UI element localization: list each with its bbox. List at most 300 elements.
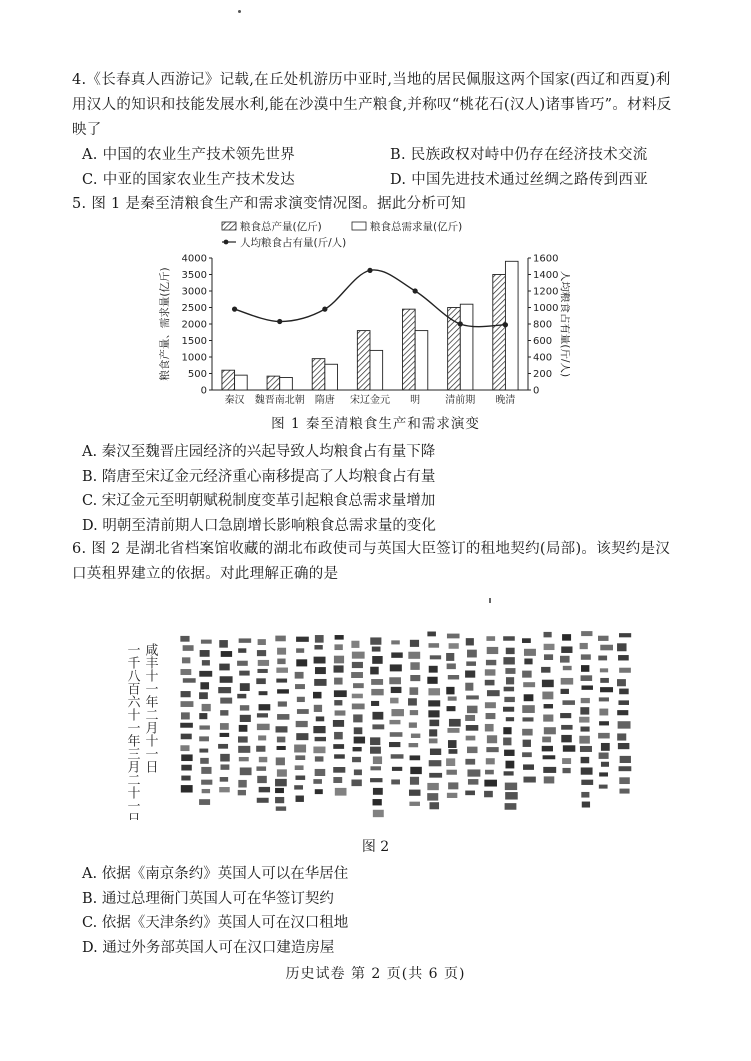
handwriting-stroke (561, 725, 572, 730)
handwriting-stroke (467, 747, 478, 753)
handwriting-stroke (256, 766, 266, 770)
handwriting-stroke (220, 698, 232, 704)
handwriting-stroke (428, 643, 439, 648)
handwriting-stroke (181, 785, 193, 792)
handwriting-stroke (487, 690, 500, 696)
handwriting-stroke (466, 725, 479, 731)
handwriting-stroke (599, 721, 609, 725)
chart-left-tick-label: 2500 (181, 303, 207, 314)
line-point-per-capita (413, 288, 418, 293)
handwriting-stroke (580, 727, 589, 732)
handwriting-stroke (618, 721, 631, 728)
handwriting-stroke (581, 698, 590, 703)
handwriting-stroke (277, 769, 287, 776)
q5-option-a: A. 秦汉至魏晋庄园经济的兴起导致人均粮食占有量下降 (82, 444, 436, 460)
handwriting-stroke (543, 767, 556, 773)
handwriting-stroke (543, 715, 553, 722)
handwriting-stroke (314, 645, 322, 649)
bar-demand (280, 377, 293, 390)
handwriting-stroke (466, 695, 479, 699)
handwriting-stroke (449, 719, 461, 727)
handwriting-stroke (429, 773, 442, 778)
handwriting-stroke (180, 723, 193, 728)
handwriting-stroke (561, 646, 572, 652)
handwriting-stroke (370, 778, 382, 782)
handwriting-stroke (297, 709, 309, 714)
handwriting-stroke (202, 704, 211, 711)
handwriting-stroke (353, 683, 364, 688)
handwriting-stroke (296, 648, 304, 653)
handwriting-stroke (294, 785, 303, 789)
handwriting-stroke (221, 651, 232, 657)
handwriting-stroke (429, 738, 438, 743)
handwriting-stroke (372, 712, 383, 720)
handwriting-stroke (240, 683, 250, 691)
handwriting-stroke (447, 634, 460, 639)
handwriting-stroke (372, 647, 381, 652)
handwriting-stroke (599, 752, 609, 758)
figure-2-caption: 图 2 (361, 839, 390, 855)
handwriting-stroke (524, 659, 532, 665)
handwriting-stroke (580, 746, 592, 752)
chart-x-tick-label: 魏晋南北朝 (254, 395, 305, 406)
handwriting-stroke (466, 661, 476, 665)
handwriting-stroke (449, 749, 458, 754)
handwriting-stroke (427, 677, 437, 684)
handwriting-stroke (503, 657, 514, 664)
handwriting-stroke (219, 640, 228, 648)
handwriting-stroke (581, 685, 592, 689)
handwriting-stroke (277, 737, 285, 743)
handwriting-stroke (619, 633, 631, 637)
handwriting-stroke (429, 760, 442, 766)
chart-left-tick-label: 1000 (181, 352, 207, 364)
handwriting-stroke (427, 632, 436, 637)
handwriting-stroke (447, 793, 457, 798)
handwriting-stroke (333, 744, 344, 749)
handwriting-stroke (542, 692, 553, 700)
bar-production (403, 309, 416, 390)
q5-option-b: B. 隋唐至宋辽金元经济重心南移提高了人均粮食占有量 (82, 468, 436, 485)
handwriting-stroke (259, 704, 271, 710)
handwriting-stroke (581, 665, 589, 672)
handwriting-stroke (523, 682, 535, 687)
chart-x-tick-label: 秦汉 (224, 395, 245, 406)
handwriting-stroke (220, 723, 229, 730)
handwriting-stroke (256, 678, 266, 684)
line-point-per-capita (232, 307, 237, 312)
handwriting-stroke (277, 689, 289, 693)
handwriting-stroke (240, 715, 251, 722)
handwriting-stroke (314, 657, 326, 664)
page-footer: 历史试卷 第 2 页(共 6 页) (285, 966, 466, 982)
handwriting-stroke (410, 640, 419, 647)
handwriting-stroke (372, 656, 382, 664)
handwriting-stroke (410, 767, 422, 774)
bar-production (312, 359, 325, 390)
handwriting-stroke (560, 656, 570, 663)
handwriting-stroke (354, 737, 365, 744)
handwriting-stroke (410, 675, 420, 681)
legend-label-production: 粮食总产量(亿斤) (240, 221, 322, 233)
handwriting-stroke (352, 652, 365, 659)
handwriting-stroke (389, 677, 401, 684)
chart-left-tick-label: 1500 (181, 336, 207, 347)
handwriting-stroke (181, 754, 192, 761)
handwriting-stroke (239, 725, 248, 732)
contract-handwriting-svg (118, 625, 638, 820)
handwriting-stroke (503, 636, 515, 640)
handwriting-stroke (411, 734, 420, 738)
handwriting-stroke (351, 641, 359, 648)
handwriting-stroke (522, 729, 532, 736)
handwriting-stroke (354, 727, 363, 734)
handwriting-stroke (617, 643, 626, 651)
q4-option-b: B. 民族政权对峙中仍存在经济技术交流 (390, 147, 648, 163)
q6-option-b: B. 通过总理衙门英国人可在华签订契约 (82, 890, 334, 907)
handwriting-stroke (446, 653, 454, 661)
handwriting-stroke (258, 660, 269, 666)
bar-demand (325, 364, 338, 390)
question-6-options (82, 862, 682, 960)
handwriting-stroke (334, 644, 342, 650)
handwriting-stroke (503, 707, 514, 712)
handwriting-stroke (277, 659, 285, 665)
handwriting-stroke (296, 721, 308, 727)
handwriting-stroke (467, 706, 478, 714)
handwriting-stroke (373, 788, 383, 795)
handwriting-stroke (351, 780, 361, 787)
handwriting-stroke (391, 652, 402, 657)
scan-speck-2 (489, 598, 491, 603)
handwriting-stroke (619, 689, 629, 695)
question-5 (72, 192, 682, 217)
handwriting-stroke (181, 734, 192, 740)
handwriting-stroke (295, 776, 305, 780)
q4-option-d: D. 中国先进技术通过丝绸之路传到西亚 (390, 172, 649, 188)
question-5-stem: 5. 图 1 是秦至清粮食生产和需求演变情况图。据此分析可知 (72, 196, 466, 212)
handwriting-stroke (427, 783, 438, 790)
handwriting-stroke (237, 661, 248, 666)
handwriting-stroke (409, 802, 420, 806)
handwriting-stroke (428, 710, 439, 717)
handwriting-stroke (257, 650, 266, 656)
handwriting-stroke (446, 770, 456, 775)
handwriting-stroke (181, 691, 191, 697)
handwriting-stroke (391, 754, 404, 758)
handwriting-stroke (315, 769, 326, 776)
handwriting-stroke (201, 780, 212, 785)
handwriting-stroke (335, 635, 344, 640)
q4-option-c: C. 中亚的国家农业生产技术发达 (82, 172, 296, 188)
handwriting-stroke (410, 755, 421, 760)
handwriting-stroke (581, 675, 593, 681)
chart-y2-axis-label: 人均粮食占有量(斤/人) (559, 270, 570, 378)
handwriting-stroke (447, 663, 456, 669)
handwriting-stroke (333, 767, 345, 773)
handwriting-stroke (181, 776, 190, 781)
handwriting-stroke (599, 697, 609, 701)
handwriting-stroke (296, 637, 309, 642)
handwriting-stroke (506, 648, 515, 654)
handwriting-stroke (183, 678, 196, 682)
q5-option-c: C. 宋辽金元至明朝赋税制度变革引起粮食总需求量增加 (82, 493, 436, 509)
handwriting-stroke (335, 788, 347, 796)
chart-right-tick-label: 800 (533, 319, 553, 331)
handwriting-stroke (485, 669, 496, 675)
line-point-per-capita (322, 307, 327, 312)
handwriting-stroke (484, 780, 497, 787)
handwriting-stroke (466, 638, 474, 645)
legend-label-demand: 粮食总需求量(亿斤) (370, 221, 463, 233)
chart-x-tick-label: 宋辽金元 (350, 395, 390, 406)
handwriting-stroke (561, 678, 573, 685)
handwriting-stroke (295, 684, 305, 689)
handwriting-stroke (181, 765, 191, 771)
handwriting-stroke (446, 687, 454, 695)
handwriting-stroke (429, 666, 438, 673)
handwriting-stroke (427, 793, 438, 800)
handwriting-stroke (389, 742, 400, 747)
handwriting-stroke (334, 678, 342, 685)
handwriting-stroke (353, 714, 362, 722)
handwriting-stroke (522, 671, 532, 678)
question-4-stem: 4.《长春真人西游记》记载,在丘处机游历中亚时,当地的居民佩服这两个国家(西辽和西夏)利用汉人的知识和技能发展水利,能在沙漠中生产粮食,并称叹“桃花石(汉人)诸事皆巧”。材料反映了 (72, 72, 672, 138)
handwriting-stroke (276, 757, 285, 765)
question-6-stem: 6. 图 2 是湖北省档案馆收藏的湖北布政使司与英国大臣签订的租地契约(局部)。该契约是汉口英租界建立的依据。对此理解正确的是 (72, 541, 671, 582)
chart-x-tick-label: 晚清 (495, 395, 516, 406)
handwriting-stroke (275, 788, 284, 793)
handwriting-stroke (446, 758, 455, 766)
handwriting-stroke (391, 640, 400, 644)
bar-demand (235, 375, 248, 390)
handwriting-stroke (561, 735, 572, 742)
bar-production (267, 376, 280, 390)
handwriting-stroke (276, 806, 286, 810)
q4-option-a: A. 中国的农业生产技术领先世界 (82, 147, 295, 163)
handwriting-stroke (466, 736, 476, 741)
handwriting-stroke (200, 682, 209, 689)
handwriting-stroke (277, 648, 286, 655)
bar-demand (460, 304, 473, 390)
handwriting-stroke (581, 654, 591, 659)
handwriting-stroke (618, 743, 630, 749)
q5-option-d: D. 明朝至清前期人口急剧增长影响粮食总需求量的变化 (82, 517, 436, 534)
handwriting-stroke (599, 785, 608, 789)
q6-option-c: C. 依据《天津条约》英国人可在汉口租地 (82, 915, 349, 931)
handwriting-stroke (465, 759, 475, 765)
handwriting-stroke (352, 704, 365, 710)
chart-right-tick-label: 400 (533, 352, 553, 364)
handwriting-stroke (257, 669, 267, 673)
handwriting-stroke (390, 664, 402, 671)
handwriting-stroke (313, 692, 321, 699)
handwriting-stroke (617, 710, 628, 715)
handwriting-stroke (542, 737, 551, 743)
handwriting-stroke (352, 694, 363, 699)
handwriting-stroke (295, 755, 305, 760)
handwriting-stroke (600, 668, 608, 672)
chart-left-tick-label: 3000 (181, 286, 207, 298)
q6-option-d: D. 通过外务部英国人可在汉口建造房屋 (82, 939, 335, 956)
handwriting-stroke (240, 705, 249, 710)
chart-right-tick-label: 0 (533, 385, 540, 397)
handwriting-stroke (239, 757, 249, 761)
handwriting-stroke (201, 767, 211, 774)
handwriting-stroke (486, 660, 496, 665)
handwriting-stroke (238, 746, 250, 753)
handwriting-stroke (257, 798, 269, 803)
handwriting-stroke (372, 724, 384, 729)
handwriting-stroke (544, 644, 555, 650)
chart-right-tick-label: 1200 (533, 286, 559, 298)
handwriting-stroke (199, 713, 207, 719)
handwriting-stroke (180, 669, 191, 675)
handwriting-stroke (275, 797, 284, 803)
handwriting-stroke (522, 705, 535, 713)
handwriting-stroke (523, 777, 535, 783)
handwriting-stroke (334, 732, 343, 739)
handwriting-stroke (485, 702, 496, 708)
q6-option-a: A. 依据《南京条约》英国人可以在华居住 (82, 866, 349, 882)
handwriting-stroke (259, 757, 267, 762)
legend-swatch-production (222, 222, 236, 230)
handwriting-stroke (277, 746, 286, 750)
handwriting-stroke (313, 747, 325, 754)
handwriting-stroke (468, 779, 478, 785)
chart-right-tick-label: 600 (533, 336, 553, 347)
handwriting-stroke (315, 635, 324, 643)
question-4-options (72, 143, 682, 193)
handwriting-stroke (544, 654, 553, 660)
handwriting-stroke (351, 672, 363, 678)
handwriting-stroke (218, 687, 231, 693)
handwriting-stroke (354, 770, 362, 776)
handwriting-stroke (259, 787, 270, 792)
line-point-per-capita (277, 319, 282, 324)
figure-1-caption: 图 1 秦至清粮食生产和需求演变 (271, 416, 480, 432)
handwriting-stroke (392, 767, 402, 771)
handwriting-stroke (296, 796, 304, 802)
handwriting-stroke (580, 643, 588, 649)
handwriting-stroke (620, 756, 631, 763)
handwriting-stroke (371, 689, 383, 695)
figure-1-chart (150, 218, 570, 418)
handwriting-stroke (389, 720, 400, 724)
chart-left-tick-label: 500 (187, 369, 207, 380)
handwriting-stroke (258, 639, 266, 645)
handwriting-stroke (373, 799, 382, 805)
handwriting-stroke (619, 668, 631, 673)
handwriting-stroke (447, 706, 456, 711)
chart-right-tick-label: 1000 (533, 303, 559, 314)
handwriting-stroke (579, 736, 590, 744)
contract-date-western: 咸丰十一年二月十一日 (142, 643, 158, 773)
handwriting-stroke (619, 766, 632, 771)
handwriting-stroke (390, 732, 403, 737)
handwriting-stroke (409, 722, 417, 727)
handwriting-stroke (219, 787, 230, 792)
handwriting-stroke (581, 757, 590, 763)
handwriting-stroke (506, 717, 514, 721)
handwriting-stroke (505, 803, 517, 810)
figure-2-contract-image (118, 625, 638, 820)
handwriting-stroke (487, 735, 497, 743)
handwriting-stroke (370, 766, 381, 770)
handwriting-stroke (202, 789, 210, 793)
handwriting-stroke (600, 645, 613, 651)
handwriting-stroke (562, 758, 571, 764)
contract-date-chinese: 一千八百六十一年三月二十一日 (124, 643, 140, 820)
handwriting-stroke (544, 704, 553, 708)
handwriting-stroke (199, 692, 208, 699)
handwriting-stroke (505, 792, 518, 799)
handwriting-stroke (278, 701, 287, 706)
handwriting-stroke (486, 747, 498, 752)
line-point-per-capita (503, 322, 508, 327)
handwriting-stroke (220, 710, 228, 715)
handwriting-stroke (257, 724, 270, 730)
handwriting-stroke (448, 740, 457, 748)
handwriting-stroke (410, 662, 419, 670)
handwriting-stroke (504, 771, 514, 775)
handwriting-stroke (485, 680, 495, 686)
handwriting-stroke (465, 715, 475, 721)
handwriting-stroke (333, 777, 342, 783)
handwriting-stroke (200, 758, 209, 764)
handwriting-stroke (447, 728, 459, 733)
handwriting-stroke (560, 713, 571, 718)
handwriting-stroke (504, 687, 514, 692)
handwriting-stroke (313, 779, 322, 784)
handwriting-stroke (487, 647, 499, 654)
handwriting-stroke (504, 750, 514, 756)
handwriting-stroke (257, 713, 268, 717)
handwriting-stroke (334, 690, 347, 697)
handwriting-stroke (315, 737, 326, 741)
handwriting-stroke (523, 764, 534, 769)
handwriting-stroke (408, 698, 417, 705)
handwriting-stroke (506, 677, 514, 684)
handwriting-stroke (561, 689, 569, 694)
handwriting-stroke (391, 687, 402, 693)
handwriting-stroke (503, 737, 511, 745)
handwriting-stroke (429, 729, 437, 736)
handwriting-stroke (618, 655, 629, 660)
handwriting-stroke (522, 638, 531, 643)
handwriting-stroke (220, 777, 228, 782)
handwriting-stroke (503, 727, 511, 734)
legend-marker-per-capita (224, 240, 229, 245)
handwriting-stroke (581, 631, 592, 636)
handwriting-stroke (580, 707, 589, 714)
handwriting-stroke (599, 772, 608, 776)
handwriting-stroke (238, 780, 246, 788)
handwriting-stroke (562, 634, 571, 641)
handwriting-stroke (618, 700, 629, 705)
chart-right-tick-label: 1400 (533, 270, 559, 281)
handwriting-stroke (544, 776, 555, 783)
handwriting-stroke (524, 694, 534, 701)
handwriting-stroke (543, 755, 556, 759)
handwriting-stroke (409, 790, 421, 796)
chart-left-tick-label: 0 (200, 385, 207, 397)
handwriting-stroke (352, 757, 361, 762)
handwriting-stroke (505, 668, 515, 674)
handwriting-stroke (240, 767, 252, 775)
line-point-per-capita (367, 268, 372, 273)
handwriting-stroke (581, 767, 593, 774)
